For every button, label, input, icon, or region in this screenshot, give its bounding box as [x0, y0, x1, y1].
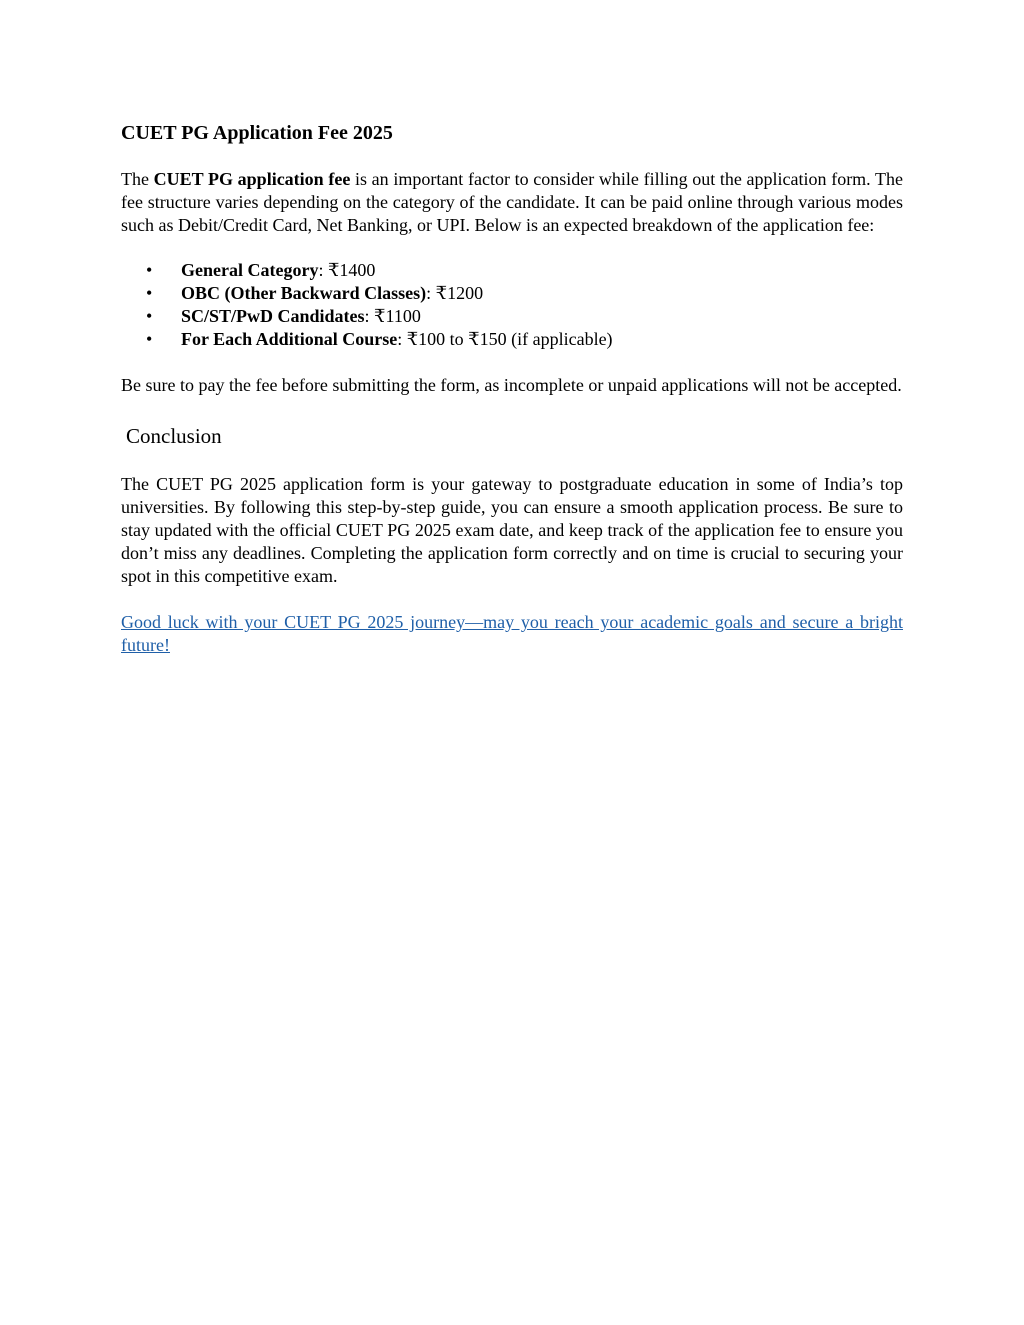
payment-note: Be sure to pay the fee before submitting the form, as incomplete or unpaid applications will not be accepted. — [121, 375, 902, 395]
fee-category-label: OBC (Other Backward Classes) — [181, 283, 427, 303]
bullet-icon: • — [146, 329, 153, 349]
fee-category-label: General Category — [181, 260, 319, 280]
list-item — [121, 328, 903, 351]
intro-rest: is an important factor to consider while filling out the application form. The fee structure varies depending on the category of the candidate. It can be paid online through various modes such as Debit/Credit Card, Net Banking, or UPI. Below is an expected breakdown of the application fee: — [121, 169, 904, 235]
intro-lead: The — [121, 169, 154, 189]
fee-amount: : ₹1200 — [426, 283, 484, 303]
conclusion-paragraph: The CUET PG 2025 application form is your gateway to postgraduate education in some of India’s top universities. By following this step-by-step guide, you can ensure a smooth application process. Be sure to stay updated with the official CUET PG 2025 exam date, and keep track of the application fee to ensure you don’t miss any deadlines. Completing the application form correctly and on time is crucial to securing your spot in this competitive exam. — [121, 474, 903, 586]
fee-list — [121, 259, 903, 351]
fee-amount: : ₹1100 — [364, 306, 421, 326]
list-item — [121, 259, 903, 282]
list-item — [121, 282, 903, 305]
bullet-icon: • — [146, 283, 153, 303]
fee-amount: : ₹100 to ₹150 (if applicable) — [397, 329, 613, 349]
page-title: CUET PG Application Fee 2025 — [121, 122, 393, 144]
document-page — [121, 118, 903, 675]
good-luck-link[interactable]: Good luck with your CUET PG 2025 journey—may you reach your academic goals and secure a bright future! — [121, 612, 903, 655]
intro-bold-term: CUET PG application fee — [153, 169, 351, 189]
fee-amount: : ₹1400 — [318, 260, 376, 280]
list-item — [121, 305, 903, 328]
closing-link-paragraph — [121, 611, 903, 657]
fee-category-label: SC/ST/PwD Candidates — [181, 306, 365, 326]
bullet-icon: • — [146, 260, 153, 280]
intro-paragraph — [121, 168, 903, 237]
conclusion-heading: Conclusion — [126, 424, 222, 448]
fee-category-label: For Each Additional Course — [181, 329, 398, 349]
bullet-icon: • — [146, 306, 153, 326]
